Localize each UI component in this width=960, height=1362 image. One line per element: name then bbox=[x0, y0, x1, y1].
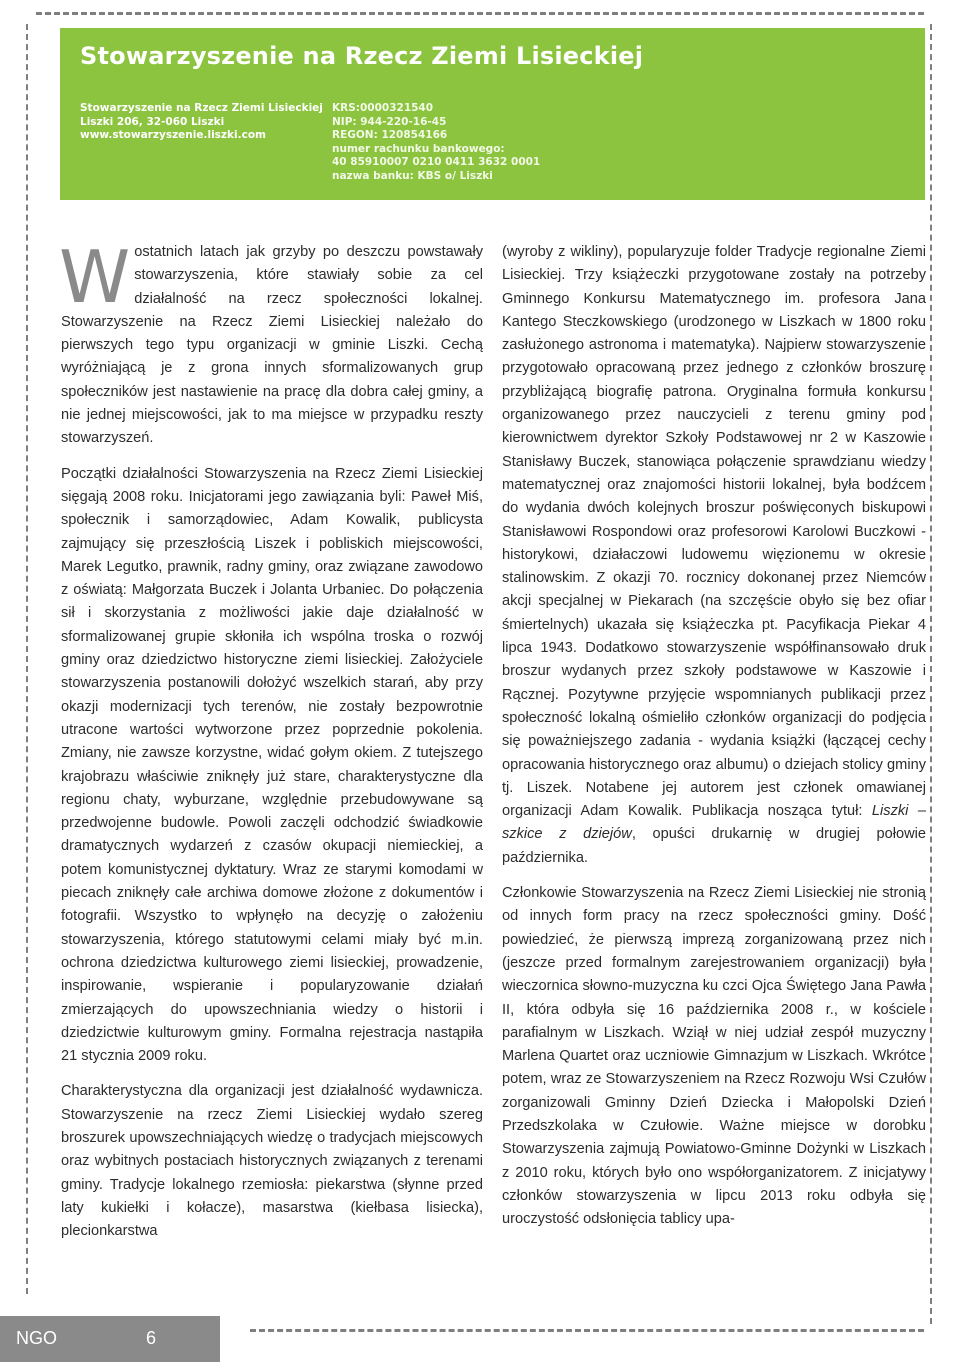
address-block bbox=[80, 102, 323, 143]
frame-right-border bbox=[930, 24, 932, 1324]
paragraph-text: , opuści drukarnię w drugiej połowie października. bbox=[502, 826, 926, 866]
paragraph: Początki działalności Stowarzyszenia na Rzecz Ziemi Lisieckiej sięgają 2008 roku. Inicjatorami jego zawiązania byli: Paweł Miś, społecznik i samorządowiec, Adam Kowalik, publicysta zajmujący się przeszłością Liszek i pobliskich miejscowości, Marek Legutko, prawnik, radny gminy, oraz związane zawodowo z oświatą: Małgorzata Buczek i Jolanta Urbaniec. Do połączenia sił i skorzystania z możliwości jakie daje działalność w sformalizowanej grupie skłoniła ich wspólna troska o rozwój gminy oraz dziedzictwo historyczne ziemi lisieckiej. Założyciele stowarzyszenia postanowili dołożyć wszelkich starań, aby przy okazji modernizacji tych terenów, nie zostały bezpowrotnie utracone wartości wytworzone przez poprzednie pokolenia. Zmiany, nie zawsze korzystne, widać gołym okiem. Z tutejszego krajobrazu właściwie zniknęły już stare, charakterystyczne dla regionu chaty, wyburzane, względnie przebudowywane są przedwojenne budowle. Powoli zaczęli odchodzić świadkowie dramatycznych wydarzeń z czasów okupacji niemieckiej, a potem komunistycznej dyktatury. Wraz ze starymi komodami w piecach zniknęły całe archiwa domowe złożone z dokumentów i fotografii. Wszystko to wpłynęło na decyzję o założeniu stowarzyszenia, którego statutowymi celami miały być m.in. ochrona dziedzictwa kulturowego ziemi lisieckiej, prowadzenie, inspirowanie, wspieranie i popularyzowanie działań zmierzających do upowszechniania wiedzy o historii i dziedzictwie kulturowym gminy. Formalna rejestracja nastąpiła 21 stycznia 2009 roku. bbox=[61, 465, 483, 1065]
registry-block bbox=[332, 102, 540, 183]
org-website: www.stowarzyszenie.liszki.com bbox=[80, 129, 266, 141]
krs-number: KRS:0000321540 bbox=[332, 102, 434, 114]
header-banner bbox=[60, 28, 925, 200]
paragraph-text: (wyroby z wikliny), popularyzuje folder Tradycje regionalne Ziemi Lisieckiej. Trzy książeczki przygotowane zostały na potrzeby Gminnego Konkursu Matematycznego im. profesora Jana Kantego Steczkowskiego (urodzonego w Liszkach w 1800 roku zasłużonego astronoma i matematyka). Najpierw stowarzyszenie przygotowało opracowaną przez jednego z członków broszurę przybliżającą biografię patrona. Oryginalna formuła konkursu organizowanego przez nauczycieli z terenu gminy pod kierownictwem dyrektor Szkoły Podstawowej nr 2 w Kaszowie Stanisławy Buczek, stanowiąca połączenie sprawdzianu wiedzy matematycznej oraz znajomości historii lokalnej, była bodźcem do wydania dwóch kolejnych broszur poświęconych biskupowi Stanisławowi Rospondowi oraz profesorowi Karolowi Buczkowi - historykowi, działaczowi ludowemu więzionemu w okresie stalinowskim. Z okazji 70. rocznicy dokonanej przez Niemców akcji specjalnej w Piekarach (na szczęście obyło się bez ofiar śmiertelnych) ukazała się książeczka pt. Pacyfikacja Piekar 4 lipca 1943. Dodatkowo stowarzyszenie współfinansowało druk broszur wydanych przez szkoły podstawowe w Kaszowie i Rącznej. Pozytywne przyjęcie wspomnianych publikacji przez społeczność lokalną ośmieliło członków organizacji do podjęcia się poważniejszego zadania - wydania książki (łączącej cechy opracowania historycznego oraz albumu) o dziejach stolicy gminy tj. Liszek. Notabene jej autorem jest członek omawianej organizacji Adam Kowalik. Publikacja nosząca tytuł: bbox=[502, 244, 926, 820]
org-name: Stowarzyszenie na Rzecz Ziemi Lisieckiej bbox=[80, 102, 323, 114]
page-title: Stowarzyszenie na Rzecz Ziemi Lisieckiej bbox=[80, 42, 644, 70]
book-title: Liszki – szkice z dziejów bbox=[502, 803, 926, 843]
bank-name: nazwa banku: KBS o/ Liszki bbox=[332, 169, 493, 182]
article-column-left bbox=[59, 235, 483, 1255]
bank-account-label: numer rachunku bankowego: bbox=[332, 142, 505, 155]
footer-box bbox=[0, 1316, 220, 1362]
page-number: 6 bbox=[146, 1328, 157, 1348]
paragraph-text: ostatnich latach jak grzyby po deszczu powstawały stowarzyszenia, które stawiały sobie za cel działalność na rzecz społeczności lokalnej. Stowarzyszenie na Rzecz Ziemi Lisieckiej należało do pierwszych tego typu organizacji w gminie Liszki. Cechą wyróżniającą je z grona innych sformalizowanych grup społeczników jest nastawienie na pracę dla dobra całej gminy, a nie jednej miejscowości, jak to ma miejsce w przypadku reszty stowarzyszeń. bbox=[61, 244, 483, 447]
paragraph bbox=[502, 241, 926, 870]
paragraph bbox=[59, 235, 483, 451]
frame-top-border bbox=[36, 12, 924, 15]
frame-bottom-border bbox=[250, 1329, 924, 1332]
frame-left-border bbox=[26, 24, 28, 1294]
paragraph: Członkowie Stowarzyszenia na Rzecz Ziemi Lisieckiej nie stronią od innych form pracy na rzecz społeczności gminy. Dość powiedzieć, że pierwszą imprezą zorganizowaną przez nich (jeszcze przed formalnym zarejestrowaniem organizacji) była wieczornica słowno-muzyczna ku czci Ojca Świętego Jana Pawła II, która odbyła się 16 października 2008 r., w kościele parafialnym w Liszkach. Wziął w niej udział zespół muzyczny Marlena Quartet oraz uczniowie Gimnazjum w Liszkach. Wkrótce potem, wraz ze Stowarzyszeniem na Rzecz Rozwoju Wsi Czułów zorganizowali Gminny Dzień Dziecka i Małopolski Dzień Przedszkolaka w Czułowie. Ważne miejsce w dorobku Stowarzyszenia zajmują Powiatowo-Gminne Dożynki w Liszkach z 2010 roku, których było ono współorganizatorem. Z inicjatywy członków stowarzyszenia w lipcu 2013 roku odbyła się uroczystość odsłonięcia tablicy upa- bbox=[502, 885, 926, 1228]
org-address: Liszki 206, 32-060 Liszki bbox=[80, 115, 225, 128]
nip-number: NIP: 944-220-16-45 bbox=[332, 115, 447, 128]
paragraph: Charakterystyczna dla organizacji jest działalność wydawnicza. Stowarzyszenie na rzecz Ziemi Lisieckiej wydało szereg broszurek upowszechniających wiedzę o tradycjach miejscowych oraz wybitnych postaciach historycznych związanych z terenami gminy. Tradycje lokalnego rzemiosła: piekarstwa (słynne przed laty kukiełki i kołacze), masarstwa (kiełbasa lisiecka), plecionkarstwa bbox=[61, 1083, 483, 1240]
drop-cap: W bbox=[59, 235, 131, 319]
bank-account-number: 40 85910007 0210 0411 3632 0001 bbox=[332, 156, 541, 168]
section-label: NGO bbox=[16, 1328, 58, 1348]
regon-number: REGON: 120854166 bbox=[332, 129, 448, 141]
article-column-right bbox=[502, 241, 926, 1243]
